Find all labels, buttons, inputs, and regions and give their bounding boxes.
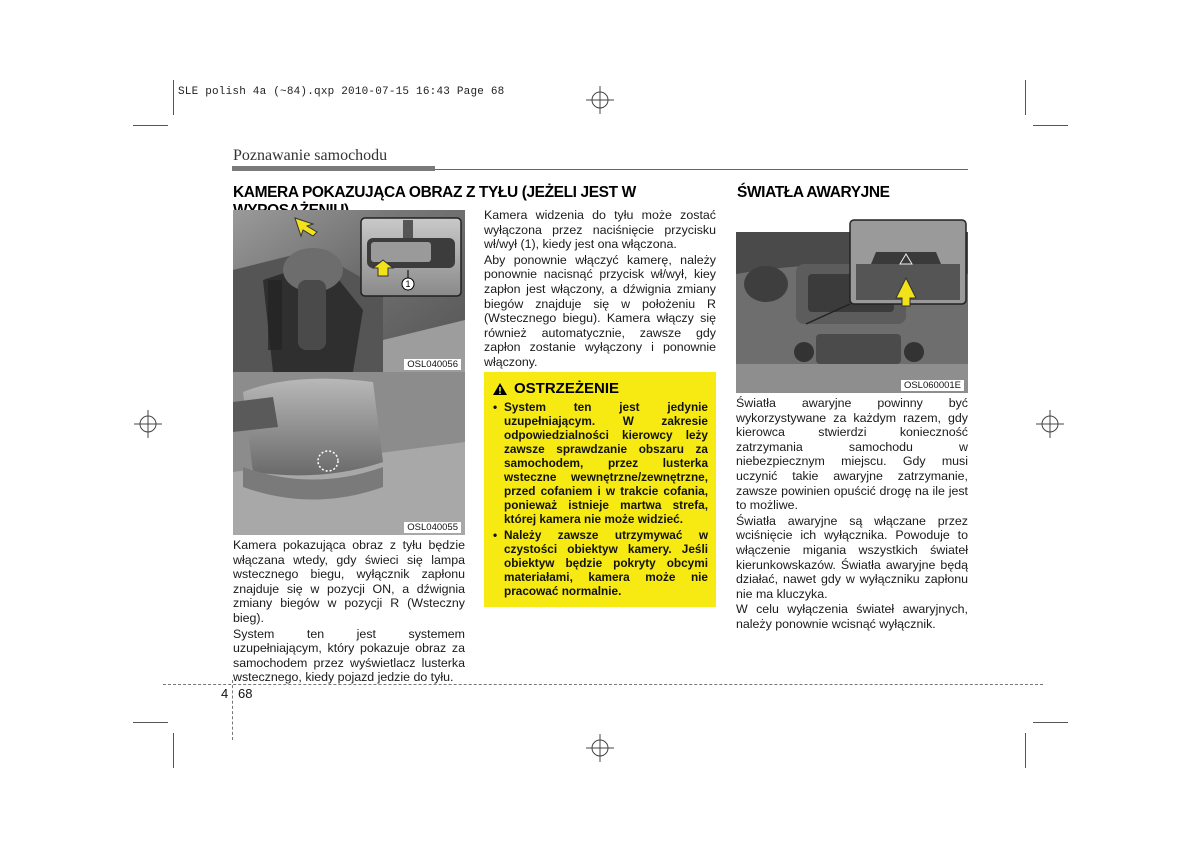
right-column-text — [736, 396, 968, 633]
crop-mark — [173, 80, 174, 115]
paragraph: Światła awaryjne są włączane przez wciśnięcie ich wyłącznika. Powoduje to włączenie migania wszystkich świateł kierunkowskazów. Światła awaryjne będą działać, nawet gdy w wyłączniku zapłonu nie ma kluczyka. — [736, 513, 968, 601]
registration-mark-icon — [1036, 410, 1064, 438]
crop-mark — [133, 722, 168, 723]
warning-item: • Należy zawsze utrzymywać w czystości obiektyw kamery. Jeśli obiektyw będzie pokryty obcymi materiałami, kamera może nie pracować normalnie. — [492, 528, 708, 598]
warning-title: OSTRZEŻENIE — [514, 380, 620, 397]
paragraph: W celu wyłączenia świateł awaryjnych, należy ponownie wcisnąć wyłącznik. — [736, 602, 968, 631]
page-number-separator — [232, 680, 233, 740]
warning-box — [484, 372, 716, 607]
callout-label: 1 — [405, 279, 411, 289]
rear-camera-photo — [233, 372, 465, 535]
section-title: Poznawanie samochodu — [233, 147, 388, 164]
left-column-text — [233, 538, 465, 686]
paragraph: Kamera widzenia do tyłu może zostać wyłączona przez naciśnięcie przycisku wł/wył (1), kiedy jest ona włączona. — [484, 208, 716, 252]
crop-mark — [133, 125, 168, 126]
chapter-number: 4 — [221, 686, 229, 701]
middle-column-text — [484, 208, 716, 371]
photo-caption: OSL060001E — [901, 380, 964, 391]
paragraph: Aby ponownie włączyć kamerę, należy ponownie nacisnąć przycisk wł/wył, kiey zapłon jest włączony, a dźwignia zmiany biegów znajduje się w położeniu R (Wstecznego biegu). Kamera włączy się również automatycznie, zawsze gdy zapłon zostanie wyłączony i ponownie włączony. — [484, 252, 716, 369]
paragraph: System ten jest systemem uzupełniającym, który pokazuje obraz za samochodem przez wyświetlacz lusterka wstecznego, kiedy pojazd jedzie do tyłu. — [233, 626, 465, 685]
photo-caption: OSL040056 — [404, 359, 461, 370]
warning-list — [492, 400, 708, 598]
print-slug: SLE polish 4a (~84).qxp 2010-07-15 16:43 Page 68 — [178, 86, 505, 98]
paragraph: Światła awaryjne powinny być wykorzystywane za każdym razem, gdy kierowca stwierdzi konieczność zatrzymania samochodu w niebezpiecznym miejscu. Gdy musi uczynić takie awaryjne zatrzymanie, zawsze powinien opuścić drogę na ile jest to możliwe. — [736, 396, 968, 513]
registration-mark-icon — [586, 734, 614, 762]
registration-mark-icon — [586, 86, 614, 114]
page-number: 68 — [238, 686, 253, 701]
crop-mark — [1033, 722, 1068, 723]
crop-mark — [1025, 733, 1026, 768]
registration-mark-icon — [134, 410, 162, 438]
crop-mark — [1025, 80, 1026, 115]
paragraph: Kamera pokazująca obraz z tyłu będzie włączana wtedy, gdy świeci się lampa wstecznego biegu, wyłącznik zapłonu znajduje się w pozycji ON, a dźwignia zmiany biegów w pozycji R (Wsteczny bieg). — [233, 538, 465, 625]
section-rule — [232, 166, 435, 171]
section-rule-thin — [435, 169, 968, 170]
hazard-heading: ŚWIATŁA AWARYJNE — [737, 184, 890, 201]
crop-mark — [173, 733, 174, 768]
gear-shifter-photo — [233, 210, 465, 372]
warning-item: • System ten jest jedynie uzupełniającym. W zakresie odpowiedzialności kierowcy leży zawsze sprawdzanie obszaru za samochodem, przez lusterka wsteczne wewnętrzne/zewnętrzne, przed cofaniem i w trakcie cofania, ponieważ istnieje martwa strefa, której kamera nie może widzieć. — [492, 400, 708, 526]
crop-mark — [1033, 125, 1068, 126]
photo-caption: OSL040055 — [404, 522, 461, 533]
warning-triangle-icon — [492, 382, 508, 396]
camera-heading: KAMERA POKAZUJĄCA OBRAZ Z TYŁU (JEŻELI JEST W — [233, 184, 636, 201]
hazard-switch-photo — [736, 214, 968, 393]
warning-header — [492, 380, 708, 397]
footer-rule — [163, 684, 1043, 685]
